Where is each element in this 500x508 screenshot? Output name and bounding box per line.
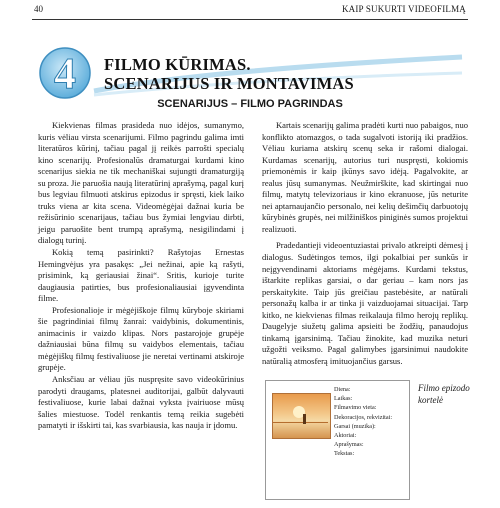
caption-line: Filmo epizodo [418,383,470,393]
chapter-number-badge [38,46,92,100]
chapter-number: 4 [54,49,76,98]
chapter-title-line-1: FILMO KŪRIMAS. [104,55,251,74]
paragraph: Pradedantieji videoentuziastai privalo atkreipti dėmesį į dialogus. Sudėtingos temos, ilgi pokalbiai per sunkūs ir neįgyvendinami aktoriams mėgėjams. Kurdami tekstus, ištarkite replikas garsiai, o dar geriau – kam nors jas perskaitykite. Taip jūs greičiau pastebėsite, ar natūrali personažų kalba ir ar tinka ji vaizduojamai situacijai. Tarp kitko, ne kiekvienas filmas reikalauja filmo herojų replikų. Daugelyje siužetų galima apsieiti be žodžių, panaudojus tinkamą įgarsinimą. Tačiau žinokite, kad muzika neturi užgožti veiksmo. Pagal galimybes įgarsinimui naudokite natūralią atmosferą imituojančius garsus. [262,240,468,366]
card-field: Diena: [334,386,351,393]
caption-line: kortelė [418,395,443,405]
card-field: Filmavimo vieta: [334,404,377,412]
paragraph: Anksčiau ar vėliau jūs nuspręsite savo videokūrinius parodyti draugams, platesnei auditorijai, galbūt dalyvauti festivaliuose, kurie labai dažnai vyksta įvairiuose mūsų šalies miestuose. Todėl renkantis temą reikia sugebėti pamatyti ir išskirti tai, kas svarbiausia, kas nauja ir įdomu. [38,374,244,431]
horizon-line [273,422,328,423]
left-column [38,120,244,432]
paragraph: Kokią temą pasirinkti? Rašytojas Ernestas Hemingvėjus yra pasakęs: „Jei nežinai, apie ką rašyti, prisimink, ką geriausiai žinai“. Sritis, kurioje turite daugiausia patirties, bus profesionaliausiai įgyvendinta filme. [38,247,244,304]
card-field: Garsai (muzika): [334,422,376,430]
scene-card-fields [334,385,392,459]
card-field: Aprašymas: [334,441,364,449]
running-title: KAIP SUKURTI VIDEOFILMĄ [341,4,466,14]
scene-card [265,380,410,500]
paragraph: Profesionalioje ir mėgėjiškoje filmų kūryboje skiriami šie pagrindiniai filmų žanrai: vaidybinis, dokumentinis, animacinis ir vaizdo klipas. Nors pastarojoje grupėje dažniausiai būna filmų su vaidybos elementais, tačiau mėgėjiškų filmų festivaliuose jie neretai vertinami atskiroje grupėje. [38,304,244,373]
running-header [0,4,500,18]
card-field: Laikas: [334,395,353,403]
card-field: Aktoriai: [334,432,357,440]
paragraph: Kartais scenarijų galima pradėti kurti nuo pabaigos, nuo konflikto atomazgos, o tada sugalvoti istoriją iki pradžios. Vėliau kuriama atskirų scenų seka ir rašomi dialogai. Kurdamas scenarijų, autorius turi nuspręsti, kokiomis priemonėmis ir kaip įkūnys savo idėją. Pagalvokite, ar realus jūsų sumanymas. Neužmirškite, kad skirtingai nuo filmų, matytų televizoriaus ir kino ekranuose, jūs neturite nei aptarnaujančio personalo, nei kelių dešimčių darbuotojų kūrybinės grupės, nei milžiniškos piniginės sumos projektui realizuoti. [262,120,468,234]
figure-silhouette [303,414,306,424]
paragraph: Kiekvienas filmas prasideda nuo idėjos, sumanymo, kuris vėliau virsta scenarijumi. Filmo pagrindu galima imti literatūros kūrinį, tačiau pagal jį reikės parrošti specialų kino scenarijų. Profesionalūs dramaturgai kurdami kino scenarijus siekia ne tik mechaniškai sujungti dramaturgiją su proza. Jie paruošia naują literatūrinį aprašymą, pagal kurį bus legviau filmuoti atskirus epizodus ir spręsti, kiek laiko truks viena ar kita scena. Videomėgėjai dažnai kuria be režisūrinio scenarijaus, tačiau bus žymiai lengviau dirbti, jeigu paruošite bent trumpą aprašymą, nesigilindami į dialogų turinį. [38,120,245,246]
card-field: Dekoracijos, rekvizitai: [334,413,393,421]
header-rule [32,19,468,20]
page-number: 40 [34,4,43,14]
chapter-title [104,55,354,93]
card-field: Tekstas: [334,450,355,458]
sunset-image [272,393,331,439]
right-column [262,120,468,367]
figure-caption [418,382,470,406]
chapter-title-line-2: SCENARIJUS IR MONTAVIMAS [104,74,354,93]
section-heading: SCENARIJUS – FILMO PAGRINDAS [157,98,343,110]
